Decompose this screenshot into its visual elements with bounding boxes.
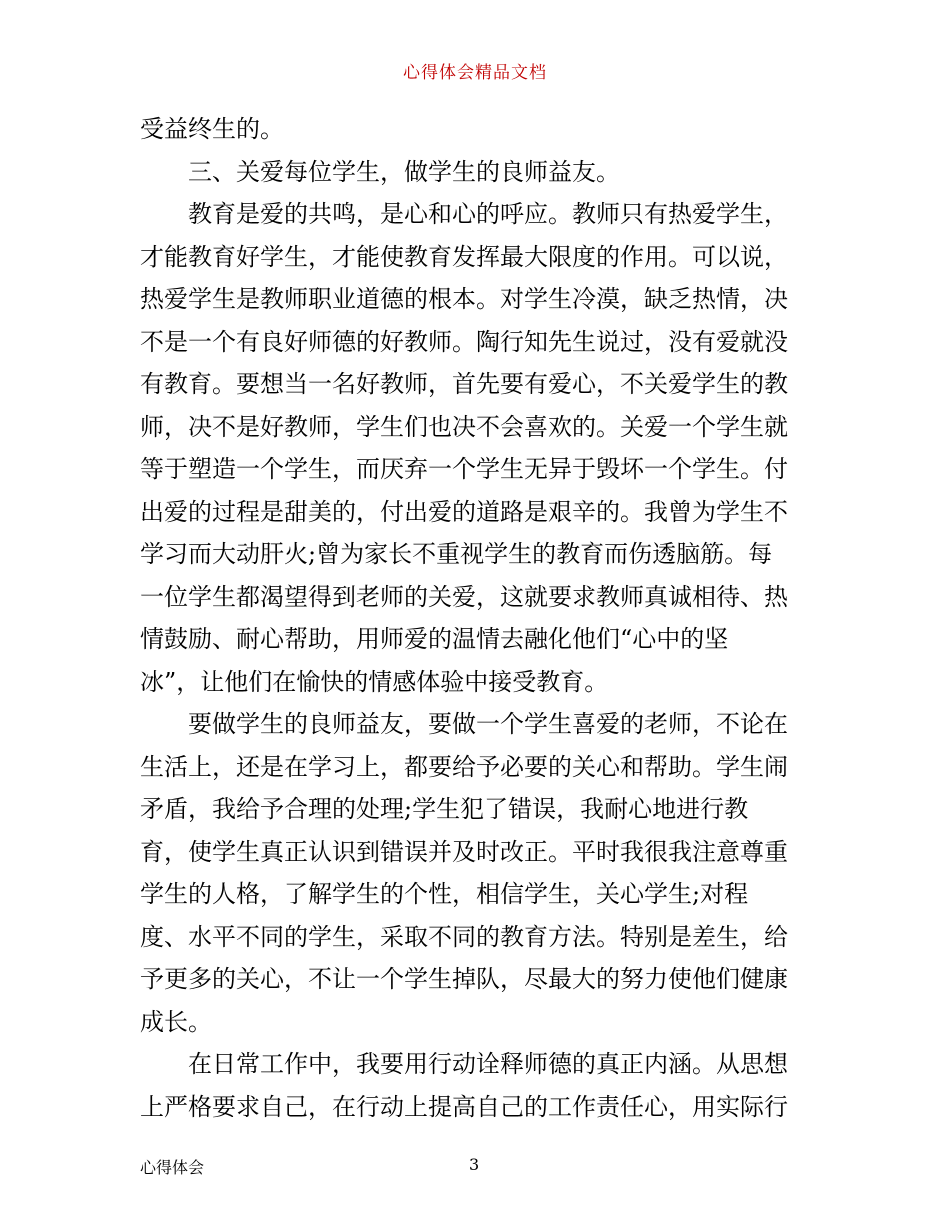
footer-label: 心得体会 xyxy=(140,1158,205,1177)
text-line: 教育是爱的共鸣，是心和心的呼应。教师只有热爱学生， xyxy=(140,200,788,228)
text-line: 才能教育好学生，才能使教育发挥最大限度的作用。可以说， xyxy=(140,242,788,271)
text-line: 予更多的关心，不让一个学生掉队，尽最大的努力使他们健康 xyxy=(140,965,788,993)
text-line: 出爱的过程是甜美的，付出爱的道路是艰辛的。我曾为学生不 xyxy=(140,497,788,526)
text-line: 在日常工作中，我要用行动诠释师德的真正内涵。从思想 xyxy=(140,1050,788,1078)
text-line: 一位学生都渴望得到老师的关爱，这就要求教师真诚相待、热 xyxy=(140,582,788,611)
text-line: 矛盾，我给予合理的处理;学生犯了错误，我耐心地进行教 xyxy=(140,795,749,823)
text-line: 学生的人格，了解学生的个性，相信学生，关心学生;对程 xyxy=(140,880,749,908)
body-text xyxy=(140,108,812,1128)
text-line: 上严格要求自己，在行动上提高自己的工作责任心，用实际行 xyxy=(140,1092,788,1121)
page-header: 心得体会精品文档 xyxy=(403,63,547,83)
text-line: 要做学生的良师益友，要做一个学生喜爱的老师，不论在 xyxy=(140,710,788,738)
text-line: 学习而大动肝火;曾为家长不重视学生的教育而伤透脑筋。每 xyxy=(140,540,773,568)
text-line: 不是一个有良好师德的好教师。陶行知先生说过，没有爱就没 xyxy=(140,327,788,356)
text-line: 等于塑造一个学生，而厌弃一个学生无异于毁坏一个学生。付 xyxy=(140,455,788,483)
text-line: 受益终生的。 xyxy=(140,115,284,143)
text-line: 三、关爱每位学生，做学生的良师益友。 xyxy=(140,157,620,186)
text-line: 师，决不是好教师，学生们也决不会喜欢的。关爱一个学生就 xyxy=(140,412,788,441)
text-line: 有教育。要想当一名好教师，首先要有爱心，不关爱学生的教 xyxy=(140,370,788,398)
page-number: 3 xyxy=(469,1155,480,1174)
text-line: 情鼓励、耐心帮助，用师爱的温情去融化他们“心中的坚 xyxy=(140,625,729,653)
text-line: 度、水平不同的学生，采取不同的教育方法。特别是差生，给 xyxy=(140,922,788,951)
text-line: 冰”，让他们在愉快的情感体验中接受教育。 xyxy=(140,667,609,696)
text-line: 生活上，还是在学习上，都要给予必要的关心和帮助。学生闹 xyxy=(140,752,788,781)
text-line: 育，使学生真正认识到错误并及时改正。平时我很我注意尊重 xyxy=(140,837,788,866)
text-line: 热爱学生是教师职业道德的根本。对学生冷漠，缺乏热情，决 xyxy=(140,285,788,313)
text-line: 成长。 xyxy=(140,1007,212,1036)
